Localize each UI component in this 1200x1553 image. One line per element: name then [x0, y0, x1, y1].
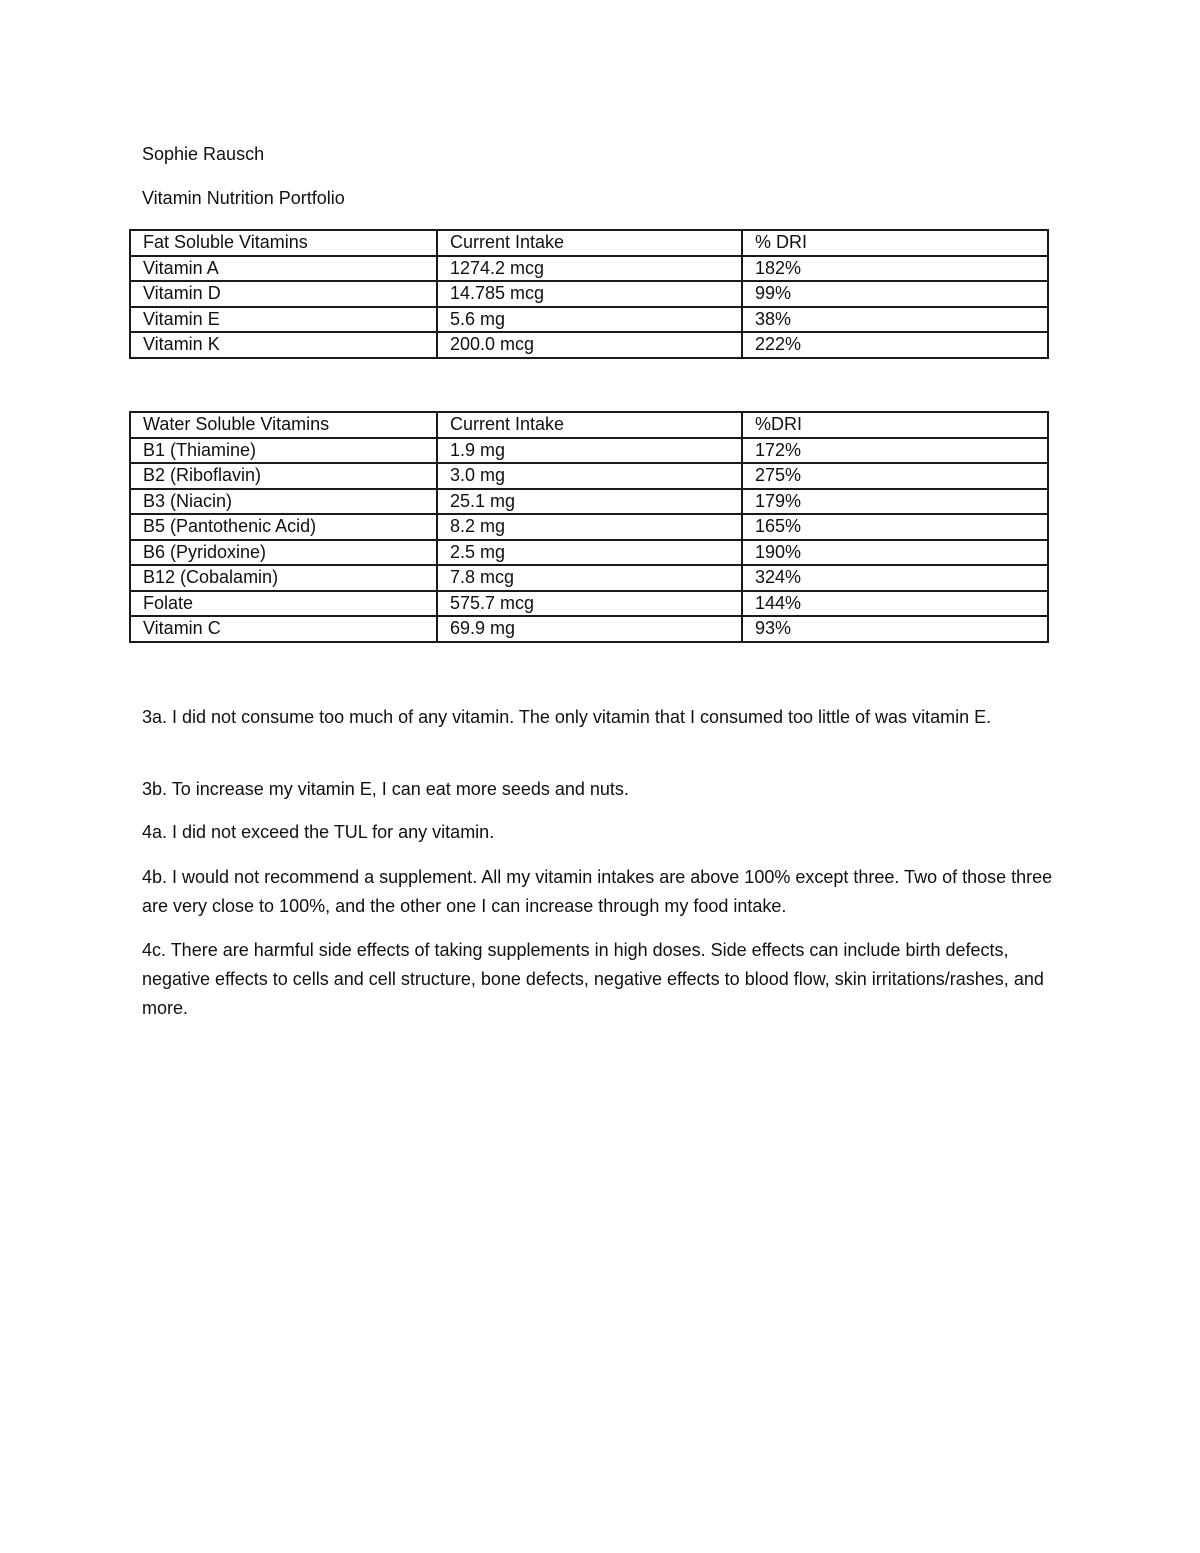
header-cell: % DRI: [742, 230, 1048, 256]
table-row: [130, 256, 1048, 282]
intake-cell: 5.6 mg: [437, 307, 742, 333]
dri-cell: 144%: [742, 591, 1048, 617]
fat-soluble-vitamins-table: [129, 229, 1049, 359]
answer-3b: 3b. To increase my vitamin E, I can eat more seeds and nuts.: [142, 779, 629, 799]
table-row: [130, 438, 1048, 464]
intake-cell: 2.5 mg: [437, 540, 742, 566]
dri-cell: 93%: [742, 616, 1048, 642]
intake-cell: 3.0 mg: [437, 463, 742, 489]
vitamin-name-cell: Vitamin A: [130, 256, 437, 282]
vitamin-name-cell: B12 (Cobalamin): [130, 565, 437, 591]
dri-cell: 190%: [742, 540, 1048, 566]
intake-cell: 14.785 mcg: [437, 281, 742, 307]
document-title: Vitamin Nutrition Portfolio: [142, 188, 345, 208]
intake-cell: 1274.2 mcg: [437, 256, 742, 282]
author-name: Sophie Rausch: [142, 144, 265, 164]
vitamin-name-cell: B2 (Riboflavin): [130, 463, 437, 489]
intake-cell: 25.1 mg: [437, 489, 742, 515]
header-cell: Current Intake: [437, 412, 742, 438]
table-row: [130, 281, 1048, 307]
intake-cell: 575.7 mcg: [437, 591, 742, 617]
water-soluble-vitamins-table: [129, 411, 1049, 643]
dri-cell: 182%: [742, 256, 1048, 282]
table-row: [130, 616, 1048, 642]
table-row: [130, 332, 1048, 358]
vitamin-name-cell: B3 (Niacin): [130, 489, 437, 515]
vitamin-name-cell: Vitamin E: [130, 307, 437, 333]
vitamin-name-cell: B5 (Pantothenic Acid): [130, 514, 437, 540]
answer-3a: 3a. I did not consume too much of any vitamin. The only vitamin that I consumed too little of was vitamin E.: [142, 707, 992, 727]
table-header-row: [130, 412, 1048, 438]
dri-cell: 324%: [742, 565, 1048, 591]
header-cell: Current Intake: [437, 230, 742, 256]
dri-cell: 165%: [742, 514, 1048, 540]
header-cell: Fat Soluble Vitamins: [130, 230, 437, 256]
answer-4c: 4c. There are harmful side effects of taking supplements in high doses. Side effects can include birth defects, negative effects to cells and cell structure, bone defects, negative effects to blood flow, skin irritations/rashes, and more.: [142, 940, 1044, 1018]
dri-cell: 222%: [742, 332, 1048, 358]
vitamin-name-cell: B6 (Pyridoxine): [130, 540, 437, 566]
table-row: [130, 514, 1048, 540]
header-cell: Water Soluble Vitamins: [130, 412, 437, 438]
table-row: [130, 307, 1048, 333]
dri-cell: 275%: [742, 463, 1048, 489]
intake-cell: 69.9 mg: [437, 616, 742, 642]
table-header-row: [130, 230, 1048, 256]
answer-4a: 4a. I did not exceed the TUL for any vitamin.: [142, 822, 495, 842]
table-row: [130, 565, 1048, 591]
table-row: [130, 463, 1048, 489]
vitamin-name-cell: Vitamin D: [130, 281, 437, 307]
vitamin-name-cell: Folate: [130, 591, 437, 617]
dri-cell: 38%: [742, 307, 1048, 333]
vitamin-name-cell: Vitamin K: [130, 332, 437, 358]
header-cell: %DRI: [742, 412, 1048, 438]
answer-4b: 4b. I would not recommend a supplement. All my vitamin intakes are above 100% except three. Two of those three are very close to 100%, and the other one I can increase through my food intake.: [142, 867, 1053, 916]
dri-cell: 99%: [742, 281, 1048, 307]
intake-cell: 7.8 mcg: [437, 565, 742, 591]
dri-cell: 179%: [742, 489, 1048, 515]
intake-cell: 8.2 mg: [437, 514, 742, 540]
vitamin-name-cell: Vitamin C: [130, 616, 437, 642]
table-row: [130, 540, 1048, 566]
intake-cell: 200.0 mcg: [437, 332, 742, 358]
table-row: [130, 591, 1048, 617]
intake-cell: 1.9 mg: [437, 438, 742, 464]
vitamin-name-cell: B1 (Thiamine): [130, 438, 437, 464]
dri-cell: 172%: [742, 438, 1048, 464]
table-row: [130, 489, 1048, 515]
